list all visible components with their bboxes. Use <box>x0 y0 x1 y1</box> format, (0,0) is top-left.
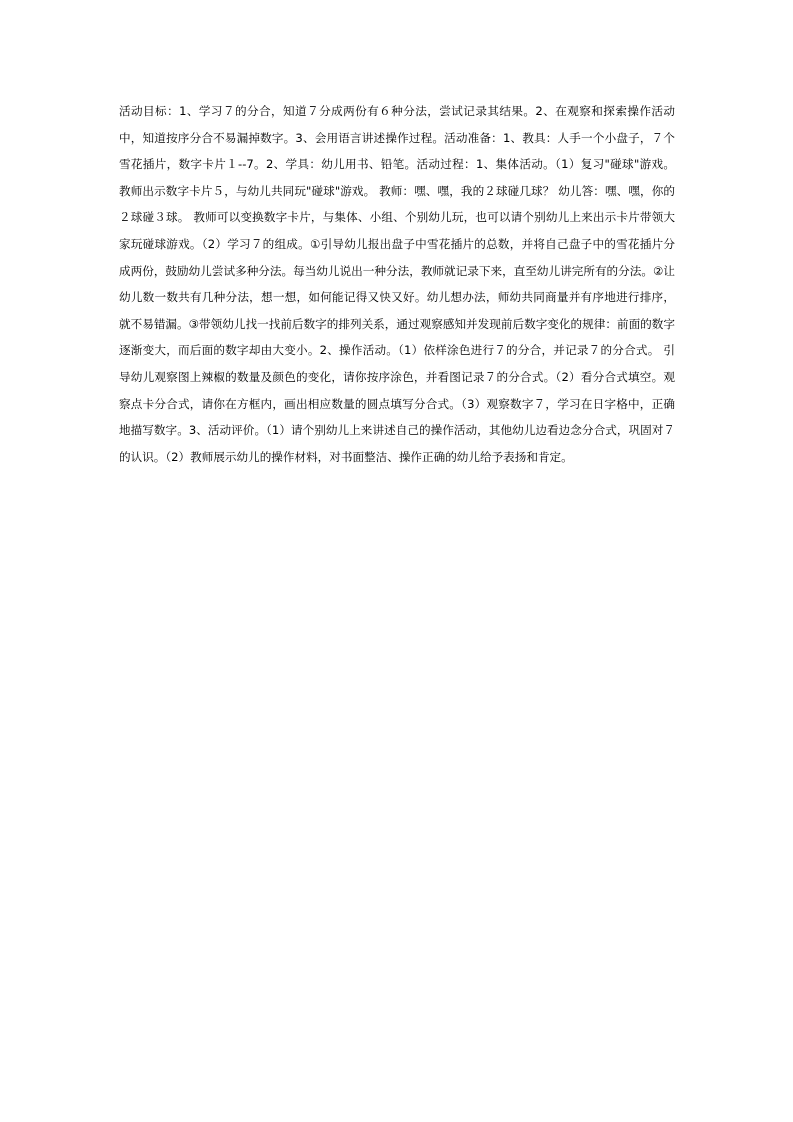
body-paragraph: 活动目标：1、学习７的分合，知道７分成两份有６种分法，尝试记录其结果。2、在观察和探索操作活动中，知道按序分合不易漏掉数字。3、会用语言讲述操作过程。活动准备：1、教具：人手一个小盘子，７个雪花插片，数字卡片１--7。2、学具：幼儿用书、铅笔。活动过程：1、集体活动。（1）复习"碰球"游戏。 教师出示数字卡片５，与幼儿共同玩"碰球"游戏。 教师：嘿、嘿，我的２球碰几球？ 幼儿答：嘿、嘿，你的２球碰３球。 教师可以变换数字卡片，与集体、小组、个别幼儿玩，也可以请个别幼儿上来出示卡片带领大家玩碰球游戏。（2）学习７的组成。①引导幼儿报出盘子中雪花插片的总数，并将自己盘子中的雪花插片分成两份，鼓励幼儿尝试多种分法。每当幼儿说出一种分法，教师就记录下来，直至幼儿讲完所有的分法。②让幼儿数一数共有几种分法，想一想，如何能记得又快又好。幼儿想办法，师幼共同商量并有序地进行排序，就不易错漏。③带领幼儿找一找前后数字的排列关系，通过观察感知并发现前后数字变化的规律：前面的数字逐渐变大，而后面的数字却由大变小。2、操作活动。（1）依样涂色进行７的分合，并记录７的分合式。 引导幼儿观察图上辣椒的数量及颜色的变化，请你按序涂色，并看图记录７的分合式。（2）看分合式填空。观察点卡分合式，请你在方框内，画出相应数量的圆点填写分合式。（3）观察数字７，学习在日字格中，正确地描写数字。3、活动评价。（1）请个别幼儿上来讲述自己的操作活动，其他幼儿边看边念分合式，巩固对７的认识。（2）教师展示幼儿的操作材料，对书面整洁、操作正确的幼儿给予表扬和肯定。 <box>119 104 675 464</box>
